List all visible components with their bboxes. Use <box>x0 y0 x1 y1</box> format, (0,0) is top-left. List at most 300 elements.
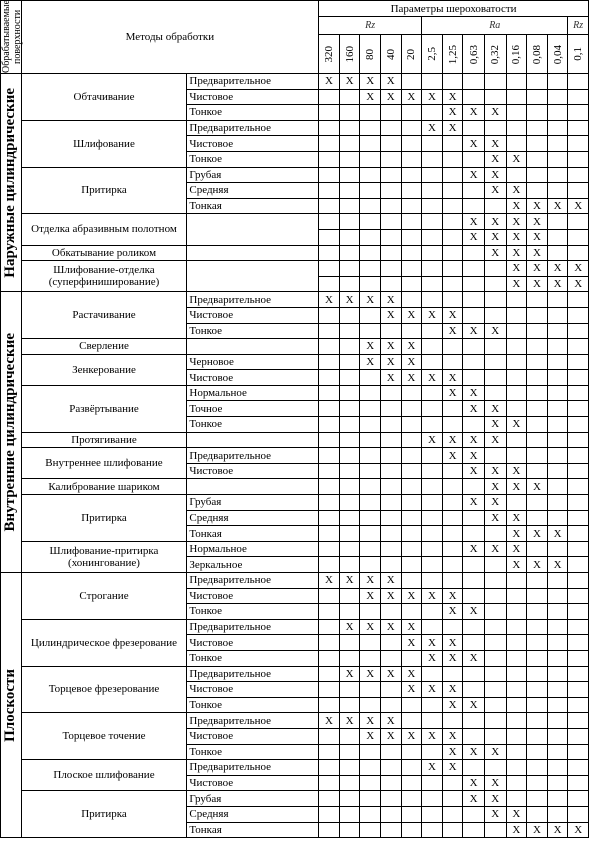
empty-cell <box>463 728 485 744</box>
empty-cell <box>463 479 485 495</box>
empty-cell <box>568 588 589 604</box>
method-variant: Предварительное <box>187 120 319 136</box>
roughness-mark: X <box>484 245 506 261</box>
roughness-mark: X <box>506 183 527 199</box>
method-name: Зенкерование <box>21 354 187 385</box>
empty-cell <box>442 557 463 573</box>
empty-cell <box>506 136 527 152</box>
empty-cell <box>422 74 443 90</box>
method-variant: Грубая <box>187 167 319 183</box>
empty-cell <box>339 448 360 464</box>
column-header <box>360 35 381 74</box>
empty-cell <box>339 151 360 167</box>
empty-cell <box>547 728 568 744</box>
roughness-mark: X <box>380 370 401 386</box>
surface-group-cell <box>1 74 22 292</box>
empty-cell <box>360 697 381 713</box>
empty-cell <box>463 198 485 214</box>
empty-cell <box>360 276 381 292</box>
roughness-mark: X <box>463 604 485 620</box>
empty-cell <box>463 276 485 292</box>
roughness-mark: X <box>442 728 463 744</box>
empty-cell <box>506 682 527 698</box>
method-variant: Предварительное <box>187 74 319 90</box>
table-row <box>1 619 589 635</box>
empty-cell <box>422 105 443 121</box>
roughness-mark: X <box>463 448 485 464</box>
empty-cell <box>463 292 485 308</box>
empty-cell <box>401 760 422 776</box>
empty-cell <box>547 229 568 245</box>
roughness-mark: X <box>401 354 422 370</box>
table-row <box>1 245 589 261</box>
empty-cell <box>380 261 401 277</box>
empty-cell <box>380 526 401 542</box>
empty-cell <box>401 510 422 526</box>
table-header <box>1 1 589 74</box>
roughness-mark: X <box>547 557 568 573</box>
empty-cell <box>360 479 381 495</box>
empty-cell <box>527 666 548 682</box>
empty-cell <box>527 417 548 433</box>
empty-cell <box>319 307 340 323</box>
empty-cell <box>506 354 527 370</box>
empty-cell <box>319 198 340 214</box>
empty-cell <box>442 479 463 495</box>
empty-cell <box>484 588 506 604</box>
roughness-mark: X <box>547 526 568 542</box>
roughness-mark: X <box>442 323 463 339</box>
empty-cell <box>319 650 340 666</box>
roughness-mark: X <box>442 697 463 713</box>
empty-cell <box>463 526 485 542</box>
roughness-mark: X <box>442 650 463 666</box>
empty-cell <box>506 604 527 620</box>
roughness-mark: X <box>506 214 527 230</box>
empty-cell <box>319 479 340 495</box>
roughness-mark: X <box>463 697 485 713</box>
table-body <box>1 74 589 838</box>
roughness-mark: X <box>506 526 527 542</box>
empty-cell <box>422 463 443 479</box>
empty-cell <box>401 323 422 339</box>
empty-cell <box>401 822 422 838</box>
empty-cell <box>484 261 506 277</box>
empty-cell <box>360 744 381 760</box>
empty-cell <box>484 760 506 776</box>
roughness-mark: X <box>506 806 527 822</box>
roughness-mark: X <box>506 479 527 495</box>
roughness-mark: X <box>484 541 506 557</box>
empty-cell <box>360 136 381 152</box>
empty-cell <box>422 448 443 464</box>
table-row <box>1 214 589 230</box>
method-name: Строгание <box>21 573 187 620</box>
method-name: Отделка абразивным полотном <box>21 214 187 245</box>
empty-cell <box>319 105 340 121</box>
method-variant: Грубая <box>187 495 319 511</box>
empty-cell <box>527 323 548 339</box>
empty-cell <box>339 650 360 666</box>
empty-cell <box>339 89 360 105</box>
empty-cell <box>442 510 463 526</box>
roughness-mark: X <box>506 229 527 245</box>
empty-cell <box>401 276 422 292</box>
empty-cell <box>506 432 527 448</box>
empty-cell <box>568 417 589 433</box>
surface-group-name: Плоскости <box>2 668 19 742</box>
roughness-mark: X <box>401 666 422 682</box>
empty-cell <box>547 74 568 90</box>
empty-cell <box>339 541 360 557</box>
empty-cell <box>380 744 401 760</box>
empty-cell <box>422 276 443 292</box>
empty-cell <box>463 354 485 370</box>
method-name: Притирка <box>21 167 187 214</box>
roughness-mark: X <box>380 588 401 604</box>
empty-cell <box>484 682 506 698</box>
roughness-mark: X <box>360 573 381 589</box>
empty-cell <box>442 573 463 589</box>
roughness-mark: X <box>360 728 381 744</box>
empty-cell <box>319 666 340 682</box>
roughness-mark: X <box>484 183 506 199</box>
empty-cell <box>442 666 463 682</box>
column-header-label: 0,16 <box>510 44 523 64</box>
empty-cell <box>401 183 422 199</box>
empty-cell <box>484 385 506 401</box>
empty-cell <box>380 385 401 401</box>
empty-cell <box>568 713 589 729</box>
empty-cell <box>319 806 340 822</box>
empty-cell <box>339 370 360 386</box>
roughness-mark: X <box>568 261 589 277</box>
empty-cell <box>568 105 589 121</box>
empty-cell <box>484 526 506 542</box>
empty-cell <box>442 229 463 245</box>
empty-cell <box>380 650 401 666</box>
method-variant <box>187 432 319 448</box>
empty-cell <box>547 339 568 355</box>
roughness-mark: X <box>422 307 443 323</box>
empty-cell <box>484 635 506 651</box>
method-name: Шлифование <box>21 120 187 167</box>
empty-cell <box>506 370 527 386</box>
empty-cell <box>319 167 340 183</box>
empty-cell <box>319 339 340 355</box>
empty-cell <box>339 604 360 620</box>
empty-cell <box>339 806 360 822</box>
roughness-mark: X <box>484 229 506 245</box>
empty-cell <box>422 292 443 308</box>
empty-cell <box>568 479 589 495</box>
roughness-mark: X <box>380 307 401 323</box>
method-variant: Тонкое <box>187 105 319 121</box>
empty-cell <box>442 526 463 542</box>
empty-cell <box>547 510 568 526</box>
empty-cell <box>319 541 340 557</box>
roughness-mark: X <box>547 822 568 838</box>
empty-cell <box>360 791 381 807</box>
roughness-mark: X <box>484 744 506 760</box>
empty-cell <box>422 183 443 199</box>
empty-cell <box>506 635 527 651</box>
roughness-mark: X <box>484 791 506 807</box>
roughness-mark: X <box>360 354 381 370</box>
empty-cell <box>319 635 340 651</box>
empty-cell <box>484 198 506 214</box>
empty-cell <box>339 635 360 651</box>
empty-cell <box>401 292 422 308</box>
roughness-mark: X <box>319 713 340 729</box>
empty-cell <box>484 370 506 386</box>
surfaces-header <box>1 1 22 74</box>
empty-cell <box>547 105 568 121</box>
empty-cell <box>360 650 381 666</box>
roughness-mark: X <box>506 417 527 433</box>
empty-cell <box>380 323 401 339</box>
column-header <box>380 35 401 74</box>
empty-cell <box>319 276 340 292</box>
empty-cell <box>401 214 422 230</box>
empty-cell <box>380 495 401 511</box>
empty-cell <box>568 573 589 589</box>
roughness-mark: X <box>463 229 485 245</box>
empty-cell <box>380 183 401 199</box>
empty-cell <box>547 323 568 339</box>
empty-cell <box>484 276 506 292</box>
method-variant: Тонкая <box>187 198 319 214</box>
empty-cell <box>401 401 422 417</box>
empty-cell <box>422 354 443 370</box>
roughness-mark: X <box>484 463 506 479</box>
empty-cell <box>568 510 589 526</box>
empty-cell <box>380 775 401 791</box>
empty-cell <box>527 448 548 464</box>
empty-cell <box>380 541 401 557</box>
roughness-mark: X <box>380 573 401 589</box>
roughness-mark: X <box>339 666 360 682</box>
column-header <box>319 35 340 74</box>
empty-cell <box>422 245 443 261</box>
empty-cell <box>568 697 589 713</box>
empty-cell <box>484 822 506 838</box>
empty-cell <box>380 510 401 526</box>
empty-cell <box>422 822 443 838</box>
empty-cell <box>401 604 422 620</box>
roughness-mark: X <box>401 619 422 635</box>
empty-cell <box>547 167 568 183</box>
roughness-mark: X <box>506 510 527 526</box>
empty-cell <box>339 261 360 277</box>
empty-cell <box>401 385 422 401</box>
empty-cell <box>319 791 340 807</box>
roughness-mark: X <box>360 89 381 105</box>
method-variant: Предварительное <box>187 713 319 729</box>
empty-cell <box>547 775 568 791</box>
roughness-mark: X <box>506 276 527 292</box>
roughness-mark: X <box>484 151 506 167</box>
empty-cell <box>339 463 360 479</box>
empty-cell <box>463 760 485 776</box>
empty-cell <box>506 495 527 511</box>
empty-cell <box>422 479 443 495</box>
column-header-label: 0,04 <box>551 44 564 64</box>
empty-cell <box>360 214 381 230</box>
roughness-mark: X <box>422 635 443 651</box>
empty-cell <box>463 370 485 386</box>
method-variant: Чистовое <box>187 588 319 604</box>
empty-cell <box>422 151 443 167</box>
table-row <box>1 261 589 277</box>
roughness-mark: X <box>401 635 422 651</box>
empty-cell <box>380 479 401 495</box>
empty-cell <box>463 74 485 90</box>
empty-cell <box>319 526 340 542</box>
empty-cell <box>484 307 506 323</box>
empty-cell <box>442 822 463 838</box>
empty-cell <box>401 806 422 822</box>
method-variant: Тонкое <box>187 650 319 666</box>
empty-cell <box>319 120 340 136</box>
roughness-mark: X <box>463 401 485 417</box>
empty-cell <box>401 198 422 214</box>
empty-cell <box>319 697 340 713</box>
empty-cell <box>380 136 401 152</box>
empty-cell <box>506 292 527 308</box>
empty-cell <box>360 495 381 511</box>
empty-cell <box>401 495 422 511</box>
rz2-subheader <box>568 17 589 35</box>
empty-cell <box>339 775 360 791</box>
roughness-mark: X <box>568 822 589 838</box>
table-row <box>1 791 589 807</box>
empty-cell <box>339 728 360 744</box>
empty-cell <box>319 728 340 744</box>
surface-group-cell <box>1 573 22 838</box>
empty-cell <box>360 417 381 433</box>
empty-cell <box>568 619 589 635</box>
roughness-mark: X <box>401 728 422 744</box>
method-variant: Чистовое <box>187 635 319 651</box>
empty-cell <box>547 307 568 323</box>
empty-cell <box>380 417 401 433</box>
roughness-mark: X <box>360 74 381 90</box>
roughness-mark: X <box>484 495 506 511</box>
method-variant: Тонкое <box>187 151 319 167</box>
empty-cell <box>506 307 527 323</box>
empty-cell <box>463 822 485 838</box>
empty-cell <box>527 183 548 199</box>
roughness-mark: X <box>380 666 401 682</box>
empty-cell <box>401 713 422 729</box>
roughness-mark: X <box>380 728 401 744</box>
method-variant: Предварительное <box>187 760 319 776</box>
empty-cell <box>380 229 401 245</box>
empty-cell <box>442 276 463 292</box>
empty-cell <box>339 214 360 230</box>
empty-cell <box>506 791 527 807</box>
empty-cell <box>442 463 463 479</box>
empty-cell <box>360 245 381 261</box>
roughness-mark: X <box>527 198 548 214</box>
roughness-mark: X <box>360 339 381 355</box>
empty-cell <box>339 432 360 448</box>
roughness-mark: X <box>442 448 463 464</box>
empty-cell <box>401 120 422 136</box>
ra-label: Ra <box>489 19 501 31</box>
rz-subheader <box>319 17 422 35</box>
roughness-mark: X <box>360 619 381 635</box>
empty-cell <box>506 74 527 90</box>
method-name: Торцевое точение <box>21 713 187 760</box>
empty-cell <box>422 557 443 573</box>
empty-cell <box>568 214 589 230</box>
empty-cell <box>506 573 527 589</box>
empty-cell <box>527 495 548 511</box>
empty-cell <box>401 541 422 557</box>
empty-cell <box>339 276 360 292</box>
empty-cell <box>527 105 548 121</box>
empty-cell <box>527 370 548 386</box>
method-variant: Средняя <box>187 806 319 822</box>
empty-cell <box>360 682 381 698</box>
column-header-label: 40 <box>384 48 397 60</box>
method-variant: Чистовое <box>187 89 319 105</box>
empty-cell <box>401 417 422 433</box>
empty-cell <box>339 557 360 573</box>
empty-cell <box>484 354 506 370</box>
empty-cell <box>360 183 381 199</box>
method-variant: Предварительное <box>187 292 319 308</box>
empty-cell <box>442 619 463 635</box>
empty-cell <box>422 214 443 230</box>
empty-cell <box>547 385 568 401</box>
empty-cell <box>401 229 422 245</box>
method-name: Развёртывание <box>21 385 187 432</box>
empty-cell <box>360 760 381 776</box>
empty-cell <box>463 151 485 167</box>
params-header: Параметры шероховатости <box>319 1 589 17</box>
empty-cell <box>547 401 568 417</box>
roughness-mark: X <box>442 432 463 448</box>
empty-cell <box>527 650 548 666</box>
empty-cell <box>463 183 485 199</box>
table-row <box>1 760 589 776</box>
empty-cell <box>568 744 589 760</box>
empty-cell <box>360 151 381 167</box>
method-variant: Тонкое <box>187 323 319 339</box>
empty-cell <box>360 198 381 214</box>
empty-cell <box>463 417 485 433</box>
roughness-mark: X <box>463 775 485 791</box>
empty-cell <box>568 775 589 791</box>
method-variant: Тонкое <box>187 417 319 433</box>
empty-cell <box>422 495 443 511</box>
method-name: Обкатывание роликом <box>21 245 187 261</box>
empty-cell <box>319 760 340 776</box>
empty-cell <box>360 510 381 526</box>
empty-cell <box>527 588 548 604</box>
empty-cell <box>339 307 360 323</box>
method-variant: Чистовое <box>187 463 319 479</box>
roughness-mark: X <box>380 713 401 729</box>
empty-cell <box>463 666 485 682</box>
column-header <box>547 35 568 74</box>
empty-cell <box>506 167 527 183</box>
empty-cell <box>484 619 506 635</box>
empty-cell <box>360 167 381 183</box>
